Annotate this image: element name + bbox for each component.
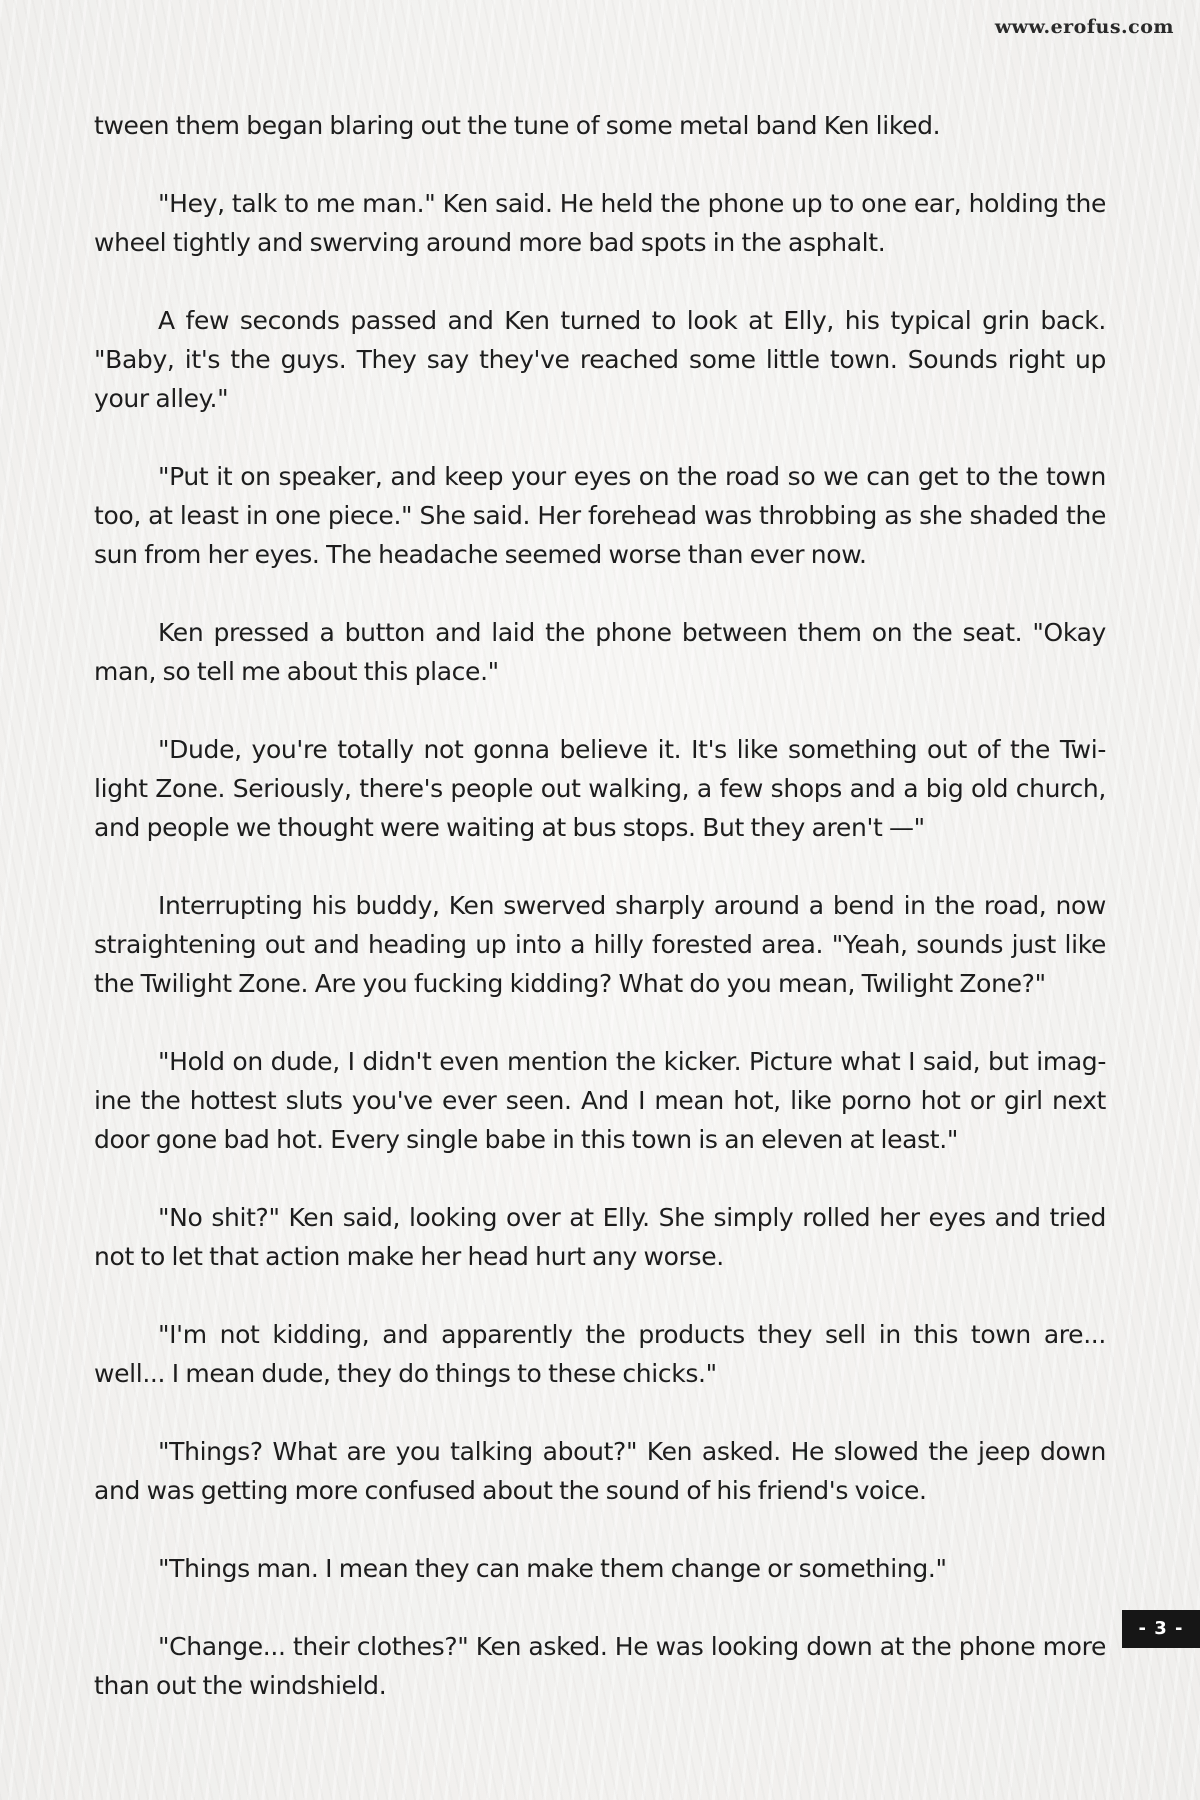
- paragraph: "I'm not kidding, and apparently the products they sell in this town are... well... I mean dude, they do things to these chicks.": [94, 1320, 1106, 1388]
- paragraph: "No shit?" Ken said, looking over at Elly. She simply rolled her eyes and tried not to let that action make her head hurt any worse.: [94, 1203, 1106, 1271]
- paragraph: tween them began blaring out the tune of some metal band Ken liked.: [94, 111, 941, 140]
- paragraph: "Put it on speaker, and keep your eyes on the road so we can get to the town too, at least in one piece." She said. Her forehead was throbbing as she shaded the sun from her eyes. The headache seemed worse than ever now.: [94, 462, 1106, 569]
- paragraph: "Hey, talk to me man." Ken said. He held the phone up to one ear, holding the wheel tightly and swerving around more bad spots in the asphalt.: [94, 189, 1106, 257]
- paragraph: A few seconds passed and Ken turned to look at Elly, his typical grin back. "Baby, it's the guys. They say they've reached some little town. Sounds right up your alley.": [94, 306, 1106, 413]
- paragraph: "Change... their clothes?" Ken asked. He was looking down at the phone more than out the windshield.: [94, 1632, 1106, 1700]
- paragraph: "Dude, you're totally not gonna believe it. It's like something out of the Twi-light Zone. Seriously, there's people out walking, a few shops and a big old church, and people we thought were waiting at bus stops. But they aren't —": [94, 735, 1106, 842]
- paragraph: "Things? What are you talking about?" Ken asked. He slowed the jeep down and was getting more confused about the sound of his friend's voice.: [94, 1437, 1106, 1505]
- page-number: - 3 -: [1122, 1610, 1200, 1648]
- watermark-text: www.erofus.com: [994, 16, 1174, 38]
- paragraph: "Things man. I mean they can make them change or something.": [158, 1554, 947, 1583]
- paragraph: Ken pressed a button and laid the phone between them on the seat. "Okay man, so tell me about this place.": [94, 618, 1106, 686]
- story-body: [94, 106, 1106, 1744]
- paragraph: Interrupting his buddy, Ken swerved sharply around a bend in the road, now straightening out and heading up into a hilly forested area. "Yeah, sounds just like the Twilight Zone. Are you fucking kidding? What do you mean, Twilight Zone?": [94, 891, 1106, 998]
- paragraph: "Hold on dude, I didn't even mention the kicker. Picture what I said, but imag-ine the hottest sluts you've ever seen. And I mean hot, like porno hot or girl next door gone bad hot. Every single babe in this town is an eleven at least.": [94, 1047, 1106, 1154]
